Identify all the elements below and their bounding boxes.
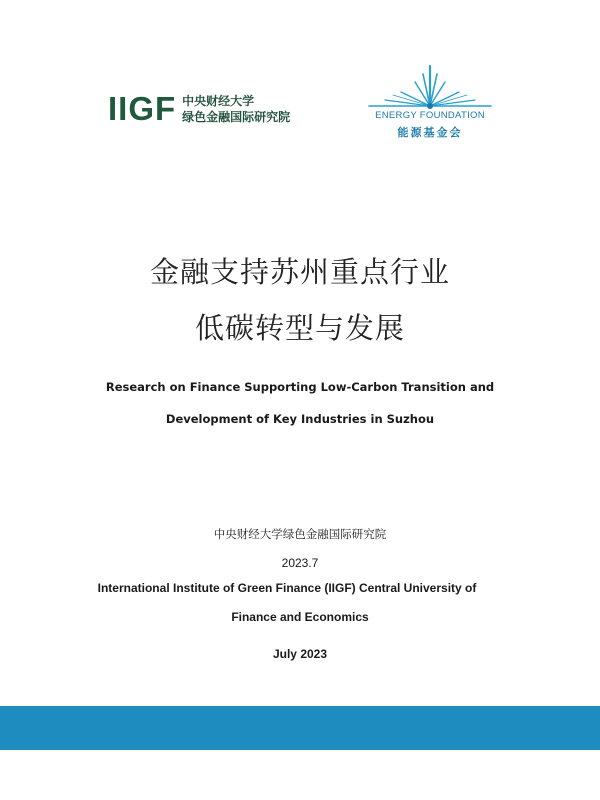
publisher-cn: 中央财经大学绿色金融国际研究院 bbox=[213, 527, 387, 541]
energy-foundation-name: ENERGY FOUNDATION bbox=[375, 110, 485, 121]
publish-date-text: July 2023 bbox=[272, 647, 328, 661]
footer-color-band bbox=[0, 706, 600, 750]
energy-foundation-cn-name: 能源基金会 bbox=[397, 126, 463, 139]
title-en-line1: Research on Finance Supporting Low-Carbon Transition and bbox=[105, 380, 495, 394]
energy-foundation-burst-icon bbox=[365, 62, 495, 112]
energy-foundation-logo bbox=[365, 62, 495, 142]
iigf-logo-mark bbox=[108, 92, 176, 125]
logo-area bbox=[0, 0, 600, 160]
publisher-en-line2: Finance and Economics bbox=[231, 610, 369, 624]
title-cn-line1: 金融支持苏州重点行业 bbox=[149, 255, 450, 289]
iigf-logo-mark-text: IIGF bbox=[108, 90, 177, 127]
iigf-logo-cn-line2: 绿色金融国际研究院 bbox=[182, 109, 291, 124]
iigf-logo-text bbox=[182, 93, 290, 125]
iigf-logo bbox=[108, 92, 290, 125]
title-en-line2: Development of Key Industries in Suzhou bbox=[165, 412, 435, 426]
title-cn-line2: 低碳转型与发展 bbox=[194, 311, 405, 345]
publisher-en-line1: International Institute of Green Finance (IIGF) Central University of bbox=[97, 581, 477, 595]
iigf-logo-cn-line1: 中央财经大学 bbox=[182, 93, 255, 108]
publish-date-numeric: 2023.7 bbox=[281, 556, 319, 570]
